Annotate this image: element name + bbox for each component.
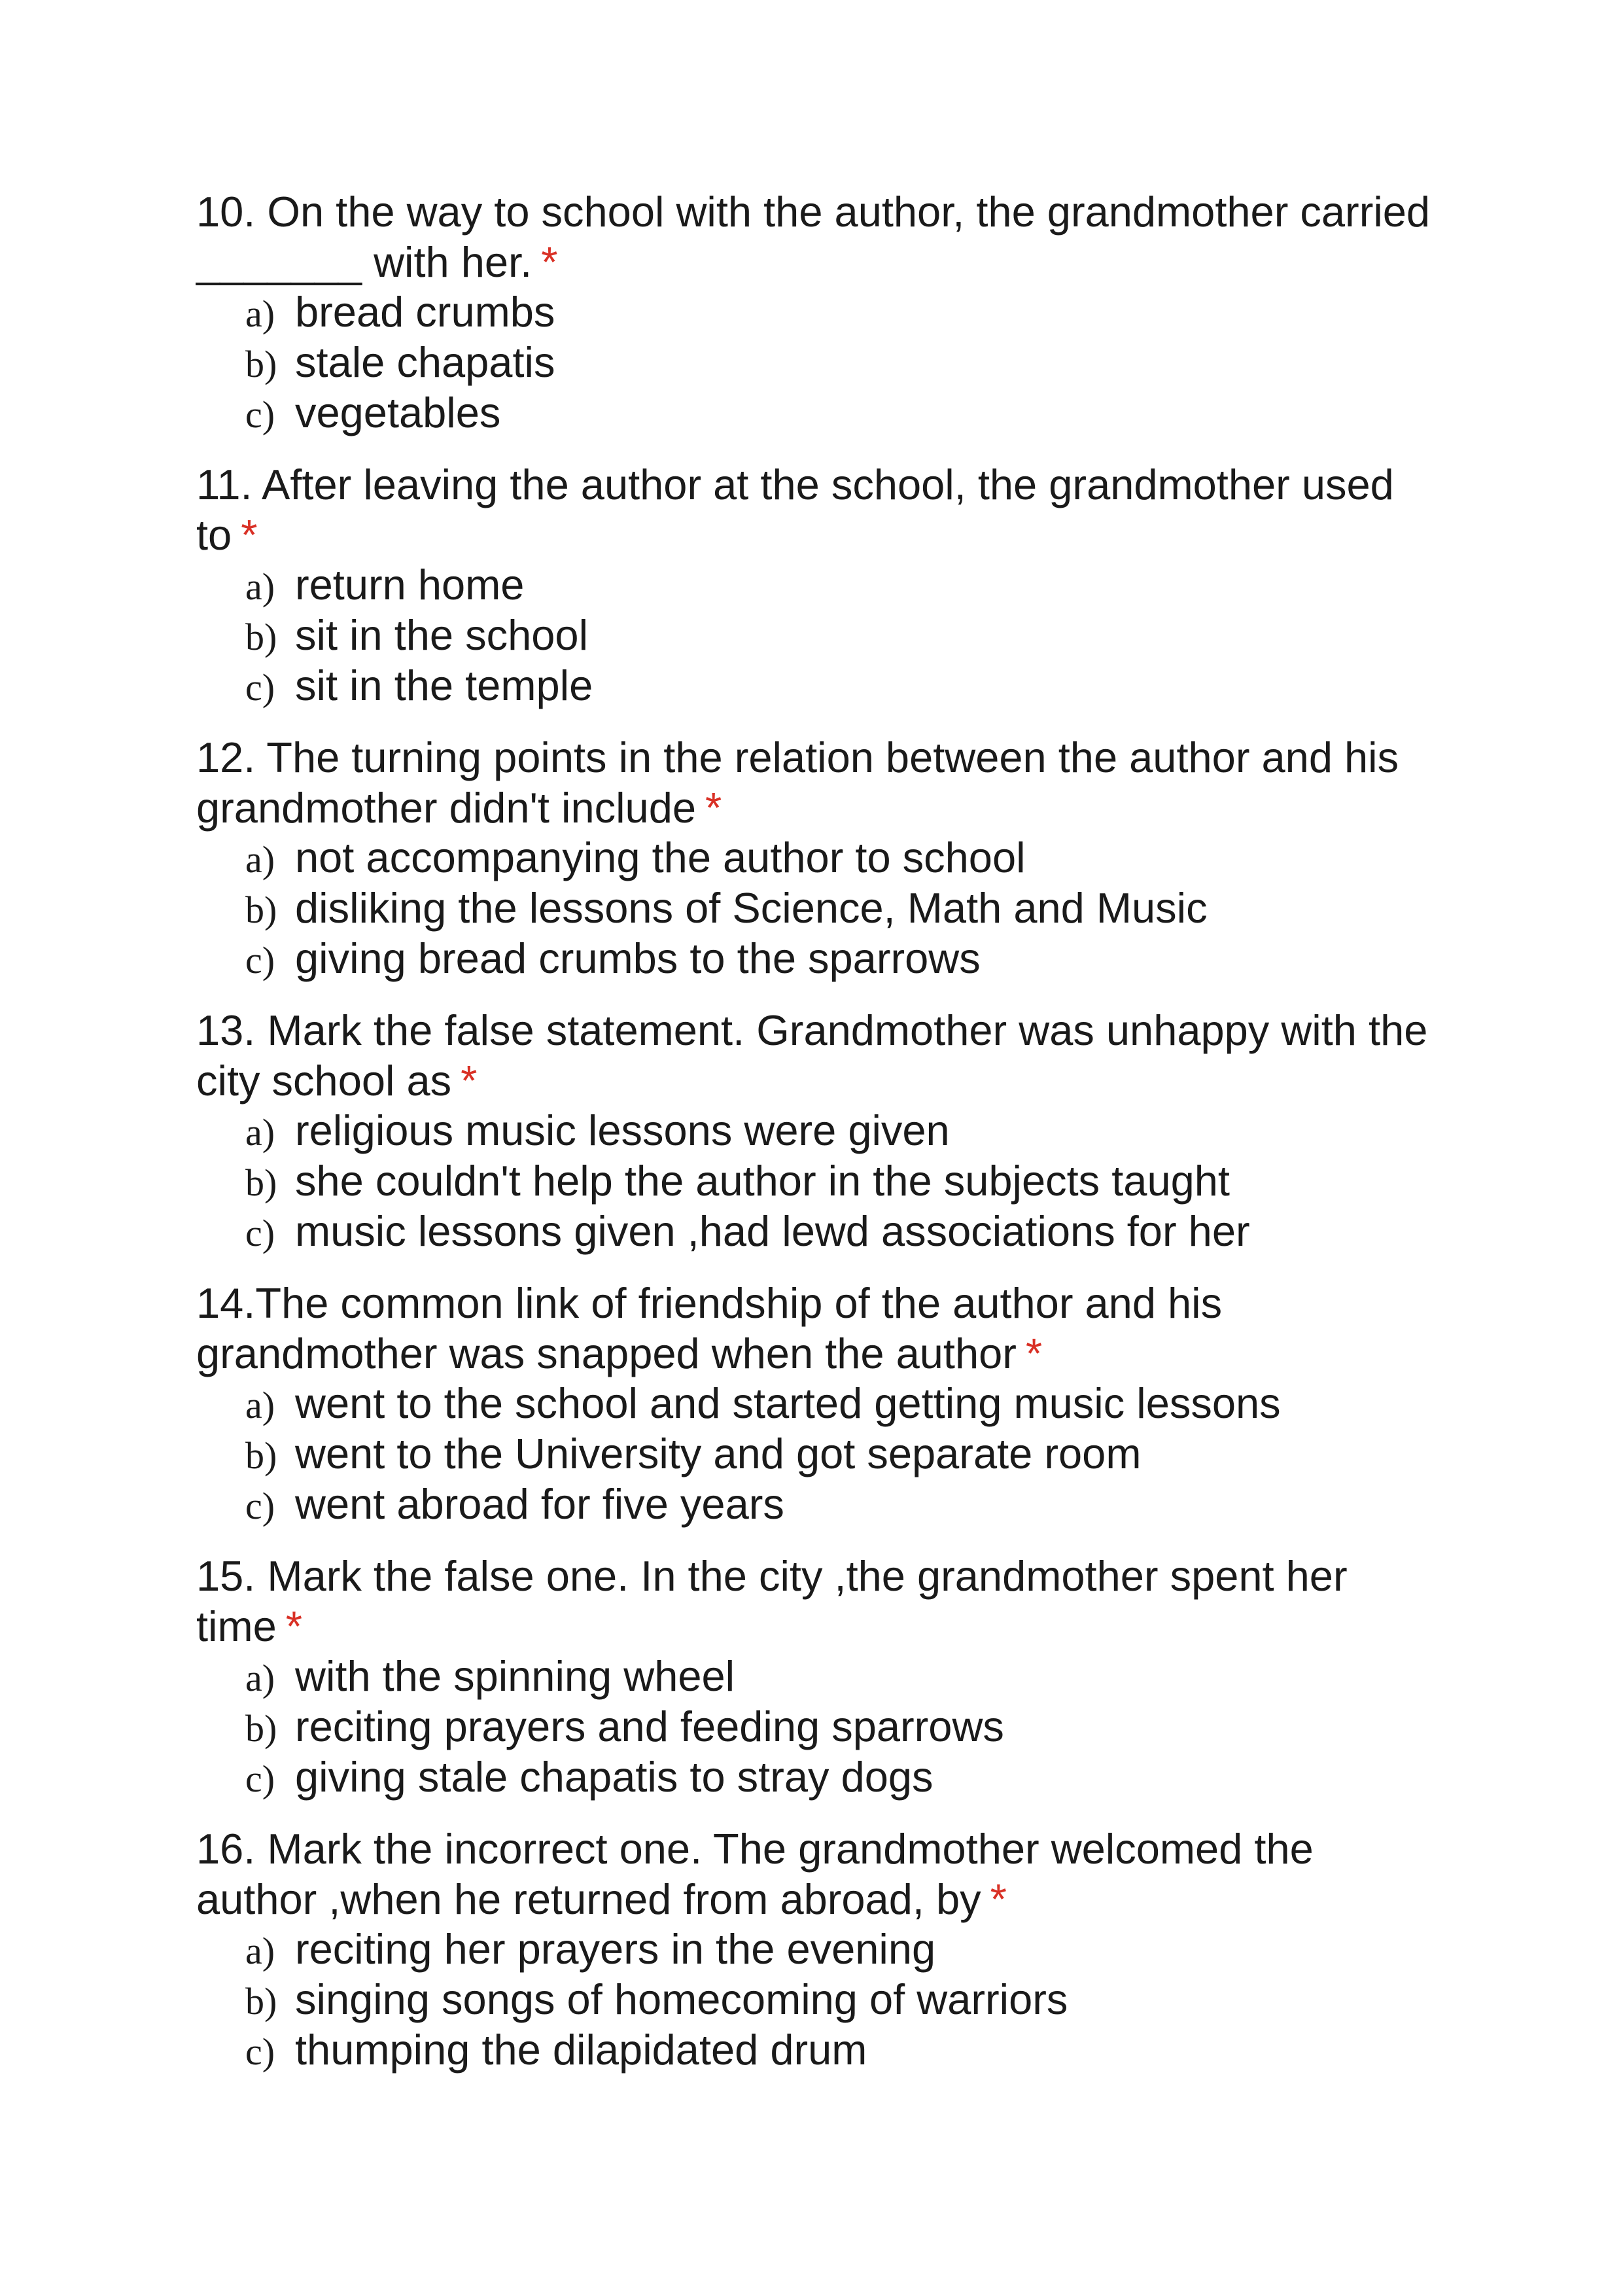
option-text: bread crumbs [295,288,555,336]
question-text: 15. Mark the false one. In the city ,the grandmother spent her time * [196,1552,1348,1650]
option-text: thumping the dilapidated drum [295,2026,867,2074]
option-b[interactable] [245,883,1439,934]
question-text: 12. The turning points in the relation between the author and his grandmother didn't include * [196,733,1399,832]
option-text: return home [295,561,525,609]
option-text: reciting prayers and feeding sparrows [295,1703,1004,1750]
question-document [196,186,1439,2096]
option-a[interactable] [245,833,1439,883]
option-text: went abroad for five years [295,1480,784,1528]
required-asterisk: * [241,511,258,559]
option-letter: a) [245,1657,275,1699]
question-13 [196,1005,1439,1257]
option-list [196,1379,1439,1530]
option-letter: b) [245,1434,277,1477]
option-letter: b) [245,1980,277,2022]
option-text: stale chapatis [295,338,555,386]
option-b[interactable] [245,338,1439,388]
question-text: 11. After leaving the author at the school, the grandmother used to * [196,461,1394,559]
option-letter: b) [245,889,277,931]
question-15 [196,1551,1439,1803]
option-text: giving stale chapatis to stray dogs [295,1753,934,1801]
option-text: went to the University and got separate room [295,1430,1142,1477]
option-letter: a) [245,292,275,335]
option-letter: a) [245,1111,275,1154]
option-letter: b) [245,616,277,658]
option-letter: b) [245,1161,277,1204]
option-list [196,1106,1439,1257]
required-asterisk: * [285,1602,303,1650]
option-text: giving bread crumbs to the sparrows [295,934,981,982]
option-text: vegetables [295,389,501,436]
option-text: with the spinning wheel [295,1652,735,1700]
option-b[interactable] [245,1702,1439,1752]
option-a[interactable] [245,1106,1439,1156]
option-text: went to the school and started getting music lessons [295,1379,1281,1427]
option-c[interactable] [245,2025,1439,2075]
question-10 [196,186,1439,438]
option-list [196,287,1439,438]
required-asterisk: * [990,1875,1007,1923]
option-text: reciting her prayers in the evening [295,1925,936,1973]
option-a[interactable] [245,1379,1439,1429]
option-letter: c) [245,939,275,981]
option-a[interactable] [245,287,1439,338]
option-list [196,560,1439,711]
required-asterisk: * [461,1057,478,1104]
required-asterisk: * [541,238,558,286]
option-list [196,1651,1439,1803]
question-14 [196,1278,1439,1530]
option-letter: a) [245,1384,275,1426]
option-b[interactable] [245,1429,1439,1479]
option-c[interactable] [245,661,1439,711]
option-b[interactable] [245,610,1439,661]
required-asterisk: * [705,784,722,832]
question-text: 13. Mark the false statement. Grandmother was unhappy with the city school as * [196,1006,1428,1104]
option-text: religious music lessons were given [295,1106,950,1154]
option-text: she couldn't help the author in the subjects taught [295,1157,1230,1205]
option-list [196,833,1439,984]
option-c[interactable] [245,934,1439,984]
option-b[interactable] [245,1975,1439,2025]
question-text: 16. Mark the incorrect one. The grandmother welcomed the author ,when he returned from abroad, by * [196,1825,1314,1923]
question-text: 14.The common link of friendship of the author and his grandmother was snapped when the author * [196,1279,1223,1377]
option-text: not accompanying the author to school [295,834,1026,881]
option-text: sit in the temple [295,662,593,709]
option-letter: a) [245,1930,275,1972]
option-text: singing songs of homecoming of warriors [295,1975,1068,2023]
option-c[interactable] [245,388,1439,438]
question-text: 10. On the way to school with the author, the grandmother carried _______ with her. * [196,188,1431,286]
question-16 [196,1824,1439,2075]
option-text: sit in the school [295,611,589,659]
option-letter: c) [245,1757,275,1800]
option-letter: b) [245,1707,277,1750]
option-letter: c) [245,666,275,709]
option-a[interactable] [245,1651,1439,1702]
option-list [196,1924,1439,2075]
option-a[interactable] [245,560,1439,610]
option-letter: c) [245,2030,275,2073]
option-text: disliking the lessons of Science, Math and Music [295,884,1208,932]
option-c[interactable] [245,1207,1439,1257]
option-letter: c) [245,1212,275,1254]
option-b[interactable] [245,1156,1439,1207]
option-c[interactable] [245,1752,1439,1803]
option-letter: a) [245,565,275,608]
question-11 [196,459,1439,711]
option-letter: c) [245,1485,275,1527]
option-letter: b) [245,343,277,385]
required-asterisk: * [1025,1330,1043,1377]
option-letter: a) [245,838,275,881]
question-12 [196,732,1439,984]
option-a[interactable] [245,1924,1439,1975]
option-c[interactable] [245,1479,1439,1530]
option-letter: c) [245,393,275,436]
option-text: music lessons given ,had lewd associations for her [295,1207,1250,1255]
